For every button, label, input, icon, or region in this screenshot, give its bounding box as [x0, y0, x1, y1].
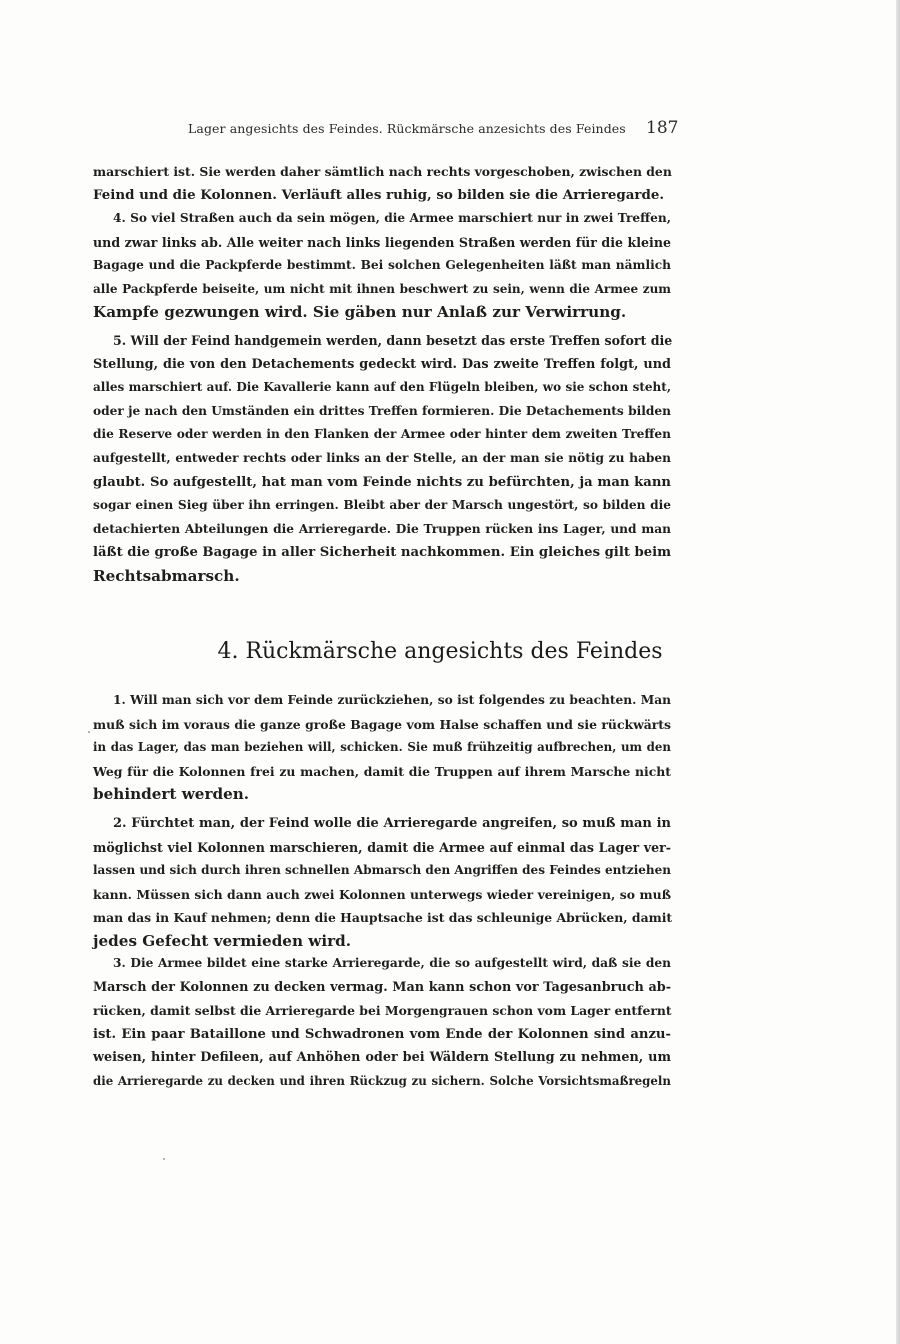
scan-speck — [88, 731, 90, 733]
text-line: aufgestellt, entweder rechts oder links an der Stelle, an der man sie nötig zu haben — [93, 450, 671, 465]
text-line: die Arrieregarde zu decken und ihren Rückzug zu sichern. Solche Vorsichtsmaßregeln — [93, 1073, 671, 1088]
text-line: sogar einen Sieg über ihn erringen. Bleibt aber der Marsch ungestört, so bilden die — [93, 498, 671, 513]
text-line: glaubt. So aufgestellt, hat man vom Feinde nichts zu befürchten, ja man kann — [93, 474, 671, 490]
scan-speck — [163, 1158, 165, 1160]
text-line: die Reserve oder werden in den Flanken der Armee oder hinter dem zweiten Treffen — [93, 427, 671, 442]
text-line: detachierten Abteilungen die Arrieregarde. Die Truppen rücken ins Lager, und man — [93, 521, 671, 536]
text-line: Stellung, die von den Detachements gedeckt wird. Das zweite Treffen folgt, und — [93, 356, 671, 372]
text-line: 4. So viel Straßen auch da sein mögen, die Armee marschiert nur in zwei Treffen, — [113, 211, 671, 225]
text-line: Feind und die Kolonnen. Verläuft alles ruhig, so bilden sie die Arrieregarde. — [93, 186, 665, 203]
page-number: 187 — [646, 118, 679, 138]
section-heading — [0, 639, 900, 664]
text-line: kann. Müssen sich dann auch zwei Kolonnen unterwegs wieder vereinigen, so muß — [93, 886, 671, 902]
text-line: alle Packpferde beiseite, um nicht mit ihnen beschwert zu sein, wenn die Armee zum — [93, 281, 671, 296]
text-line: und zwar links ab. Alle weiter nach links liegenden Straßen werden für die kleine — [93, 234, 671, 250]
text-line: jedes Gefecht vermieden wird. — [93, 931, 352, 950]
text-line: oder je nach den Umständen ein drittes Treffen formieren. Die Detachements bilden — [93, 403, 671, 418]
paragraph-continuation — [93, 160, 671, 207]
text-line: Rechtsabmarsch. — [93, 566, 240, 585]
text-line: Bagage und die Packpferde bestimmt. Bei solchen Gelegenheiten läßt man nämlich — [93, 258, 671, 273]
section-paragraph-3 — [93, 952, 671, 1094]
text-line: muß sich im voraus die ganze große Bagage vom Halse schaffen und sie rückwärts — [93, 716, 671, 732]
text-line: läßt die große Bagage in aller Sicherheit nachkommen. Ein gleiches gilt beim — [93, 545, 672, 561]
text-line: 5. Will der Feind handgemein werden, dann besetzt das erste Treffen sofort die — [113, 333, 673, 348]
text-line: Marsch der Kolonnen zu decken vermag. Man kann schon vor Tagesanbruch ab- — [93, 979, 671, 995]
text-line: Kampfe gezwungen wird. Sie gäben nur Anlaß zur Verwirrung. — [93, 303, 627, 322]
text-line: Weg für die Kolonnen frei zu machen, damit die Truppen auf ihrem Marsche nicht — [93, 763, 671, 779]
text-line: weisen, hinter Defileen, auf Anhöhen oder bei Wäldern Stellung zu nehmen, um — [93, 1050, 671, 1066]
text-line: alles marschiert auf. Die Kavallerie kann auf den Flügeln bleiben, wo sie schon steht, — [93, 380, 671, 395]
paragraph-5 — [93, 329, 671, 589]
section-paragraph-2 — [93, 812, 671, 954]
section-paragraph-1 — [93, 689, 671, 807]
text-line: ist. Ein paar Bataillone und Schwadronen vom Ende der Kolonnen sind anzu- — [93, 1026, 671, 1042]
text-line: in das Lager, das man beziehen will, schicken. Sie muß frühzeitig aufbrechen, um den — [93, 740, 671, 755]
section-heading-text: 4. Rückmärsche angesichts des Feindes — [217, 639, 663, 664]
text-line: 1. Will man sich vor dem Feinde zurückziehen, so ist folgendes zu beachten. Man — [113, 693, 671, 707]
text-line: rücken, damit selbst die Arrieregarde bei Morgengrauen schon vom Lager entfernt — [93, 1003, 672, 1019]
paragraph-4 — [93, 207, 671, 325]
text-line: lassen und sich durch ihren schnellen Abmarsch den Angriffen des Feindes entziehen — [93, 863, 671, 878]
text-line: möglichst viel Kolonnen marschieren, damit die Armee auf einmal das Lager ver- — [93, 839, 671, 855]
running-header: Lager angesichts des Feindes. Rückmärsche anzesichts des Feindes — [188, 121, 626, 136]
text-line: marschiert ist. Sie werden daher sämtlich nach rechts vorgeschoben, zwischen den — [93, 164, 672, 179]
text-line: behindert werden. — [93, 785, 250, 804]
text-line: 2. Fürchtet man, der Feind wolle die Arrieregarde angreifen, so muß man in — [113, 816, 671, 831]
page-binding-edge — [896, 0, 900, 1344]
text-line: man das in Kauf nehmen; denn die Hauptsache ist das schleunige Abrücken, damit — [93, 910, 673, 926]
text-line: 3. Die Armee bildet eine starke Arrieregarde, die so aufgestellt wird, daß sie den — [113, 956, 671, 970]
